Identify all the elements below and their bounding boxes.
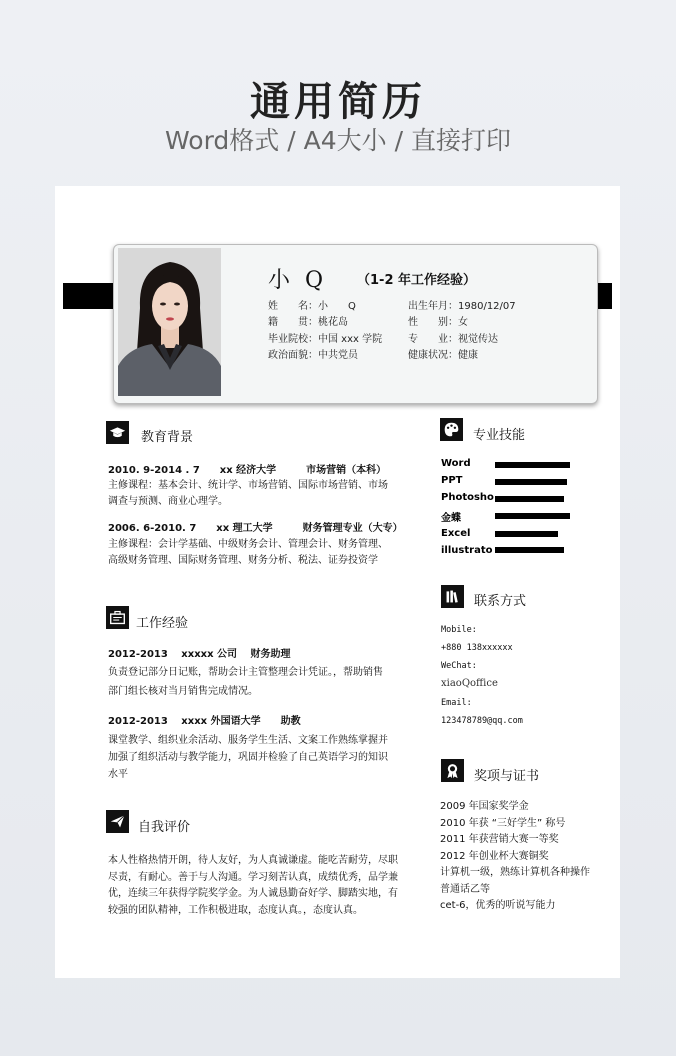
skill-bar bbox=[495, 513, 570, 519]
info-value: 桃花岛 bbox=[318, 317, 348, 328]
award-item: 普通话乙等 bbox=[440, 884, 490, 895]
info-label: 专 业： bbox=[408, 334, 458, 345]
edu-heading: 2006. 6-2010. 7 xx 理工大学 财务管理专业（大专） bbox=[108, 523, 403, 534]
edu-heading: 2010. 9-2014 . 7 xx 经济大学 市场营销（本科） bbox=[108, 465, 387, 476]
work-heading: 2012-2013 xxxx 外国语大学 助教 bbox=[108, 716, 301, 727]
contact-wechat-label: WeChat: bbox=[441, 661, 477, 671]
books-icon bbox=[441, 585, 464, 608]
self-eval-line: 优，连续三年获得学院奖学金。为人诚恳勤奋好学、脚踏实地，有 bbox=[108, 888, 398, 899]
contact-mobile-label: Mobile: bbox=[441, 625, 477, 635]
work-line: 部门组长核对当月销售完成情况。 bbox=[108, 686, 258, 697]
section-title-self-eval: 自我评价 bbox=[138, 820, 191, 835]
edu-line: 高级财务管理、国际财务管理、财务分析、税法、证券投资学 bbox=[108, 555, 378, 566]
award-ribbon-icon bbox=[441, 759, 464, 782]
award-item: cet-6，优秀的听说写能力 bbox=[440, 900, 556, 911]
work-heading: 2012-2013 xxxxx 公司 财务助理 bbox=[108, 649, 291, 660]
edu-line: 主修课程：会计学基础、中级财务会计、管理会计、财务管理、 bbox=[108, 539, 388, 550]
info-label: 性 别： bbox=[408, 317, 458, 328]
skill-name: Word bbox=[441, 458, 471, 469]
info-label: 姓 名： bbox=[268, 301, 318, 312]
promo-subtitle: Word格式 / A4大小 / 直接打印 bbox=[165, 126, 511, 155]
palette-icon bbox=[440, 418, 463, 441]
info-value: 小 Q bbox=[318, 301, 356, 312]
self-eval-line: 尽责，有耐心。善于与人沟通。学习刻苦认真，成绩优秀，品学兼 bbox=[108, 872, 398, 883]
info-value: 视觉传达 bbox=[458, 334, 498, 345]
decor-bar-right bbox=[596, 283, 612, 309]
section-title-awards: 奖项与证书 bbox=[474, 769, 540, 784]
award-item: 计算机一级，熟练计算机各种操作 bbox=[440, 867, 590, 878]
info-row bbox=[268, 330, 382, 345]
promo-title: 通用简历 bbox=[250, 79, 426, 125]
candidate-name: 小 Q bbox=[268, 268, 328, 293]
skill-bar bbox=[495, 531, 558, 537]
contact-email-label: Email: bbox=[441, 698, 472, 708]
award-item: 2011 年获营销大赛一等奖 bbox=[440, 834, 559, 845]
skill-bar bbox=[495, 479, 567, 485]
info-value: 中国 xxx 学院 bbox=[318, 334, 383, 345]
decor-bar-left bbox=[63, 283, 115, 309]
graduation-cap-icon bbox=[106, 421, 129, 444]
skill-name: PPT bbox=[441, 475, 463, 486]
edu-line: 主修课程：基本会计、统计学、市场营销、国际市场营销、市场 bbox=[108, 480, 388, 491]
contact-email: 123478789@qq.com bbox=[441, 716, 523, 726]
contact-wechat: xiaoQoffice bbox=[441, 678, 498, 689]
experience-years: （1-2 年工作经验） bbox=[357, 273, 477, 288]
award-item: 2010 年获 “三好学生” 称号 bbox=[440, 818, 566, 829]
header-card bbox=[113, 244, 598, 404]
skill-name: 金蝶 bbox=[441, 513, 461, 524]
info-value: 健康 bbox=[458, 350, 478, 361]
info-label: 政治面貌： bbox=[268, 350, 318, 361]
work-line: 水平 bbox=[108, 769, 128, 780]
info-row bbox=[408, 346, 478, 361]
award-item: 2009 年国家奖学金 bbox=[440, 801, 529, 812]
edu-line: 调查与预测、商业心理学。 bbox=[108, 496, 228, 507]
self-eval-line: 较强的团队精神，工作积极进取，态度认真。，态度认真。 bbox=[108, 905, 363, 916]
skill-name: illustrato bbox=[441, 545, 493, 556]
self-eval-line: 本人性格热情开朗，待人友好，为人真诚谦虚。能吃苦耐劳，尽职 bbox=[108, 855, 398, 866]
info-value: 1980/12/07 bbox=[458, 301, 516, 312]
info-label: 籍 贯： bbox=[268, 317, 318, 328]
skill-bar bbox=[495, 462, 570, 468]
info-label: 毕业院校： bbox=[268, 334, 318, 345]
work-line: 加强了组织活动与教学能力，巩固并检验了自己英语学习的知识 bbox=[108, 752, 388, 763]
info-row bbox=[408, 330, 498, 345]
info-label: 健康状况： bbox=[408, 350, 458, 361]
award-item: 2012 年创业杯大赛铜奖 bbox=[440, 851, 549, 862]
skill-name: Photosho bbox=[441, 492, 494, 503]
info-row bbox=[268, 346, 358, 361]
info-value: 女 bbox=[458, 317, 468, 328]
info-label: 出生年月： bbox=[408, 301, 458, 312]
work-line: 负责登记部分日记账，帮助会计主管整理会计凭证。，帮助销售 bbox=[108, 667, 383, 678]
section-title-skills: 专业技能 bbox=[473, 428, 526, 443]
info-row bbox=[268, 297, 356, 312]
portrait-image bbox=[118, 248, 221, 396]
paper-plane-icon bbox=[106, 810, 129, 833]
info-row bbox=[408, 297, 516, 312]
section-title-work: 工作经验 bbox=[136, 616, 189, 631]
info-row bbox=[268, 313, 348, 328]
briefcase-icon bbox=[106, 606, 129, 629]
skill-bar bbox=[495, 496, 564, 502]
skill-name: Excel bbox=[441, 528, 471, 539]
profile-photo bbox=[118, 248, 221, 396]
info-row bbox=[408, 313, 468, 328]
section-title-contact: 联系方式 bbox=[474, 594, 527, 609]
work-line: 课堂教学、组织业余活动、服务学生生活、文案工作熟练掌握并 bbox=[108, 735, 388, 746]
contact-mobile: +880 138xxxxxx bbox=[441, 643, 513, 653]
info-value: 中共党员 bbox=[318, 350, 358, 361]
skill-bar bbox=[495, 547, 564, 553]
section-title-education: 教育背景 bbox=[141, 430, 194, 445]
